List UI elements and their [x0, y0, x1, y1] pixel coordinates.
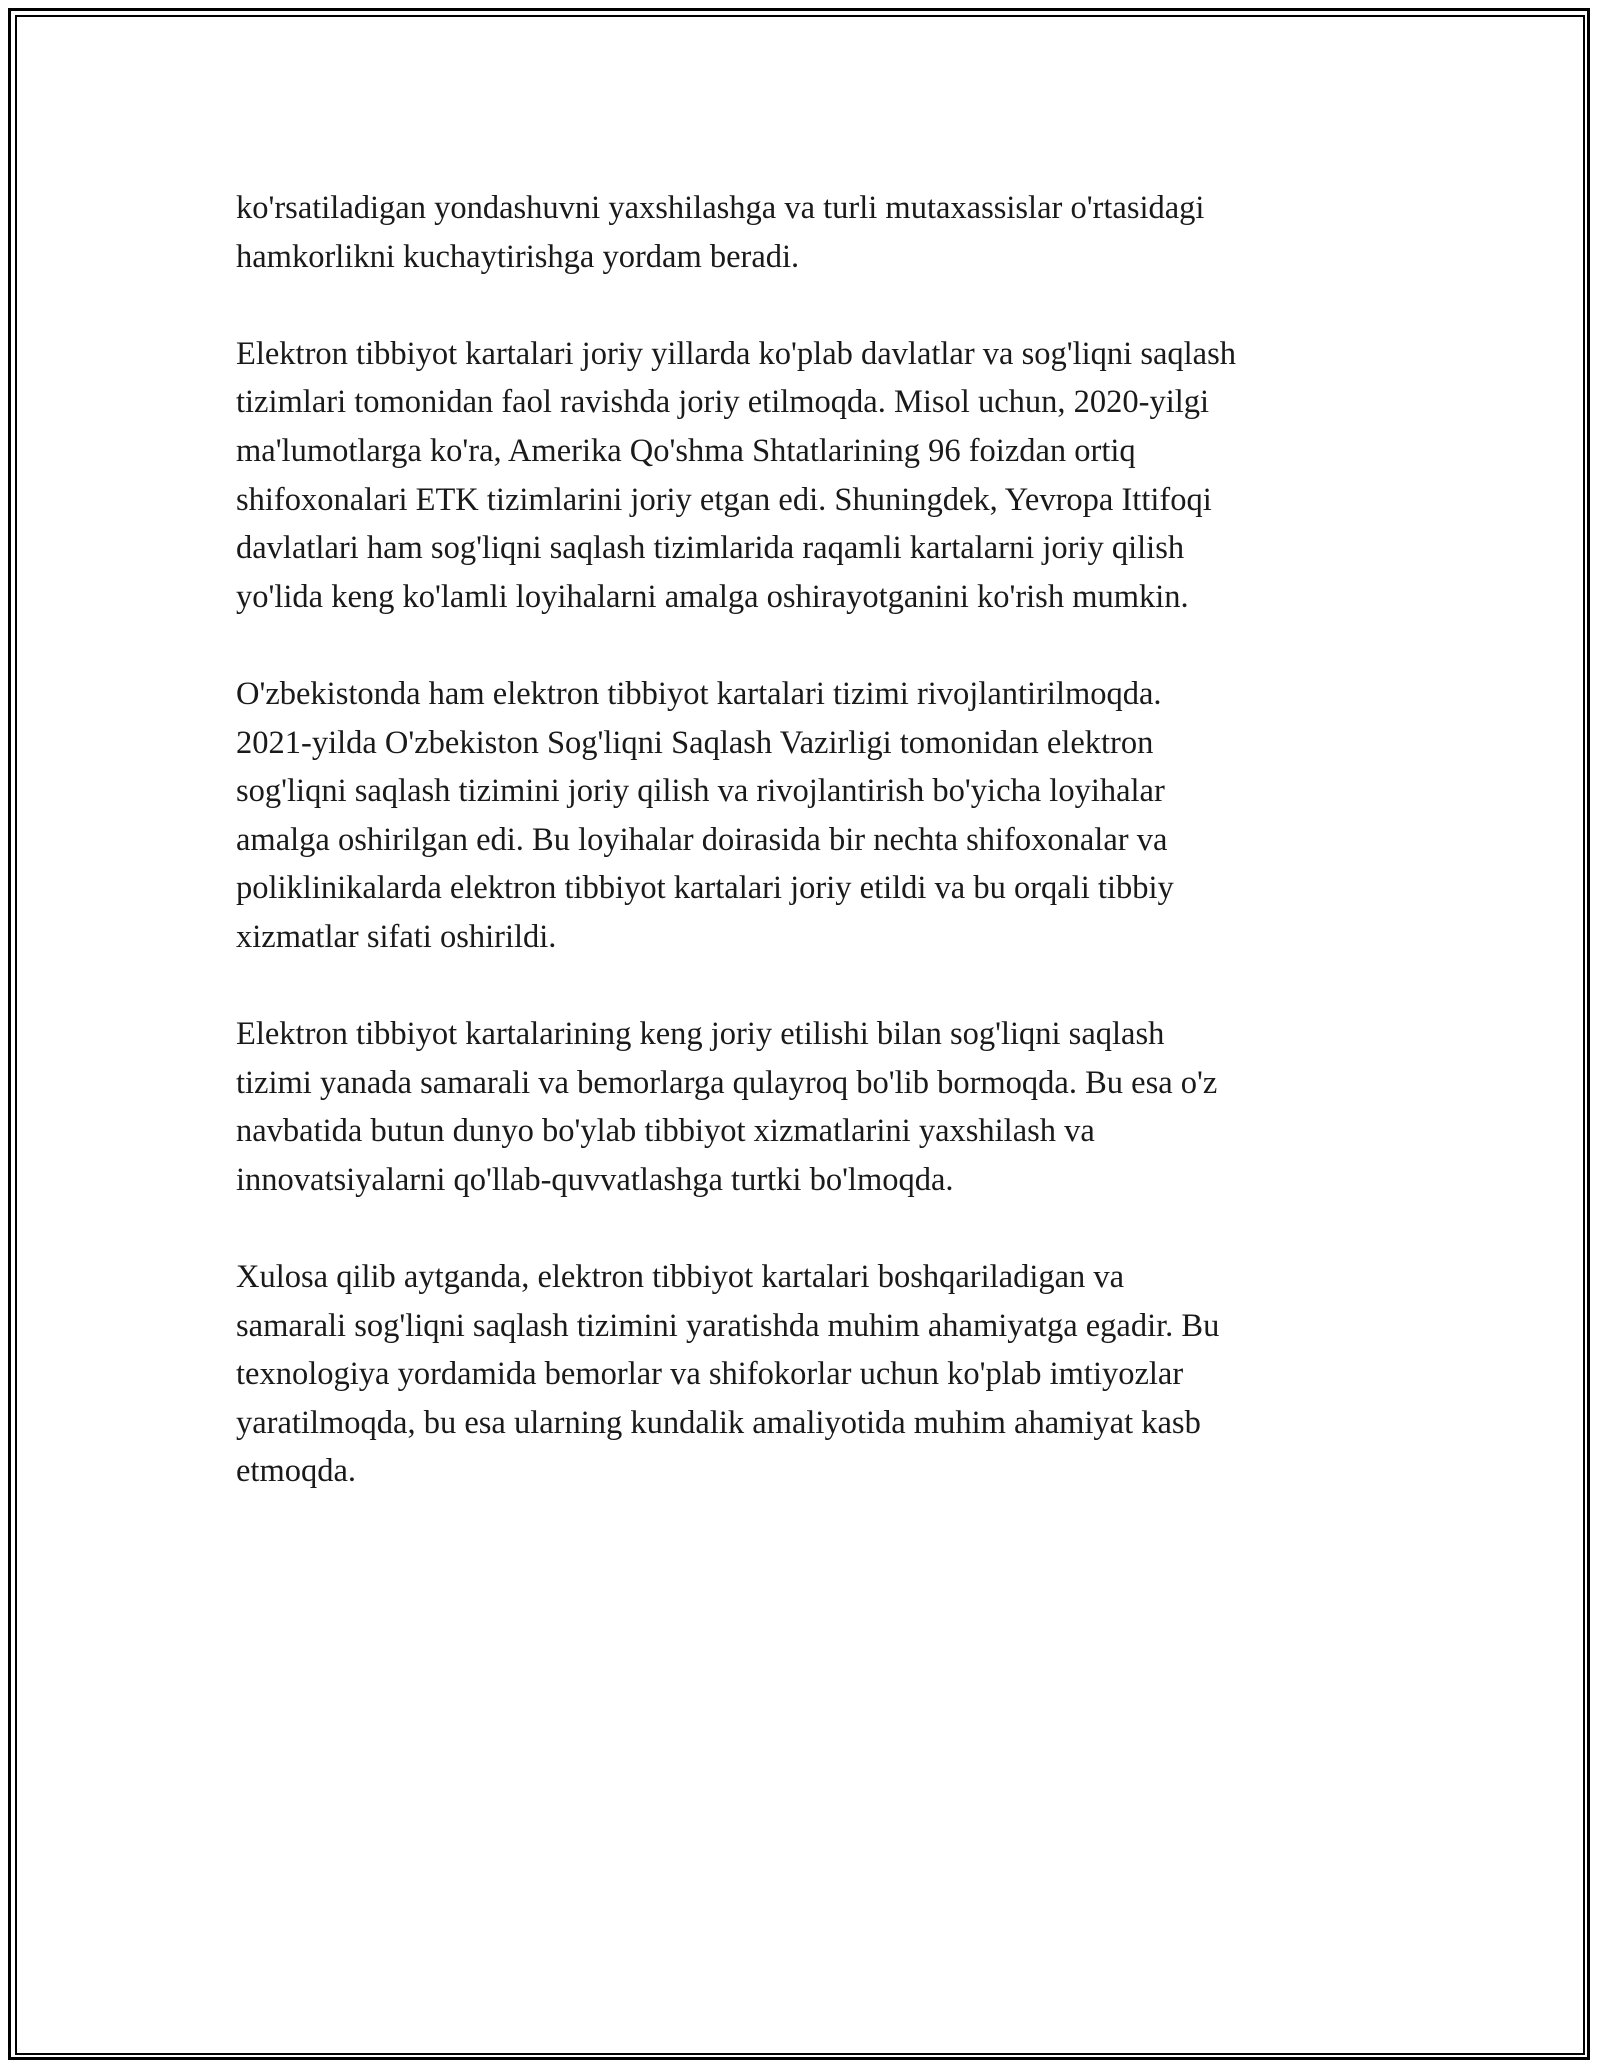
- paragraph-uzbekistan: O'zbekistonda ham elektron tibbiyot kartalari tizimi rivojlantirilmoqda. 2021-yilda O'zbekiston Sog'liqni Saqlash Vazirligi tomonidan elektron sog'liqni saqlash tizimini joriy qilish va rivojlantirish bo'yicha loyihalar amalga oshirilgan edi. Bu loyihalar doirasida bir nechta shifoxonalar va poliklinikalarda elektron tibbiyot kartalari joriy etildi va bu orqali tibbiy xizmatlar sifati oshirildi.: [236, 675, 1174, 955]
- paragraph-global-adoption: Elektron tibbiyot kartalari joriy yillarda ko'plab davlatlar va sog'liqni saqlash tizimlari tomonidan faol ravishda joriy etilmoqda. Misol uchun, 2020-yilgi ma'lumotlarga ko'ra, Amerika Qo'shma Shtatlarining 96 foizdan ortiq shifoxonalari ETK tizimlarini joriy etgan edi. Shuningdek, Yevropa Ittifoqi davlatlari ham sog'liqni saqlash tizimlarida raqamli kartalarni joriy qilish yo'lida keng ko'lamli loyihalarni amalga oshirayotganini ko'rish mumkin.: [236, 335, 1236, 615]
- document-body: [236, 184, 1386, 1545]
- paragraph-benefits: Elektron tibbiyot kartalarining keng joriy etilishi bilan sog'liqni saqlash tizimi yanada samarali va bemorlarga qulayroq bo'lib bormoqda. Bu esa o'z navbatida butun dunyo bo'ylab tibbiyot xizmatlarini yaxshilash va innovatsiyalarni qo'llab-quvvatlashga turtki bo'lmoqda.: [236, 1016, 1218, 1198]
- paragraph-continuation: ko'rsatiladigan yondashuvni yaxshilashga va turli mutaxassislar o'rtasidagi hamkorlikni kuchaytirishga yordam beradi.: [236, 190, 1205, 275]
- paragraph-conclusion: Xulosa qilib aytganda, elektron tibbiyot kartalari boshqariladigan va samarali sog'liqni saqlash tizimini yaratishda muhim ahamiyatga egadir. Bu texnologiya yordamida bemorlar va shifokorlar uchun ko'plab imtiyozlar yaratilmoqda, bu esa ularning kundalik amaliyotida muhim ahamiyat kasb etmoqda.: [236, 1259, 1220, 1490]
